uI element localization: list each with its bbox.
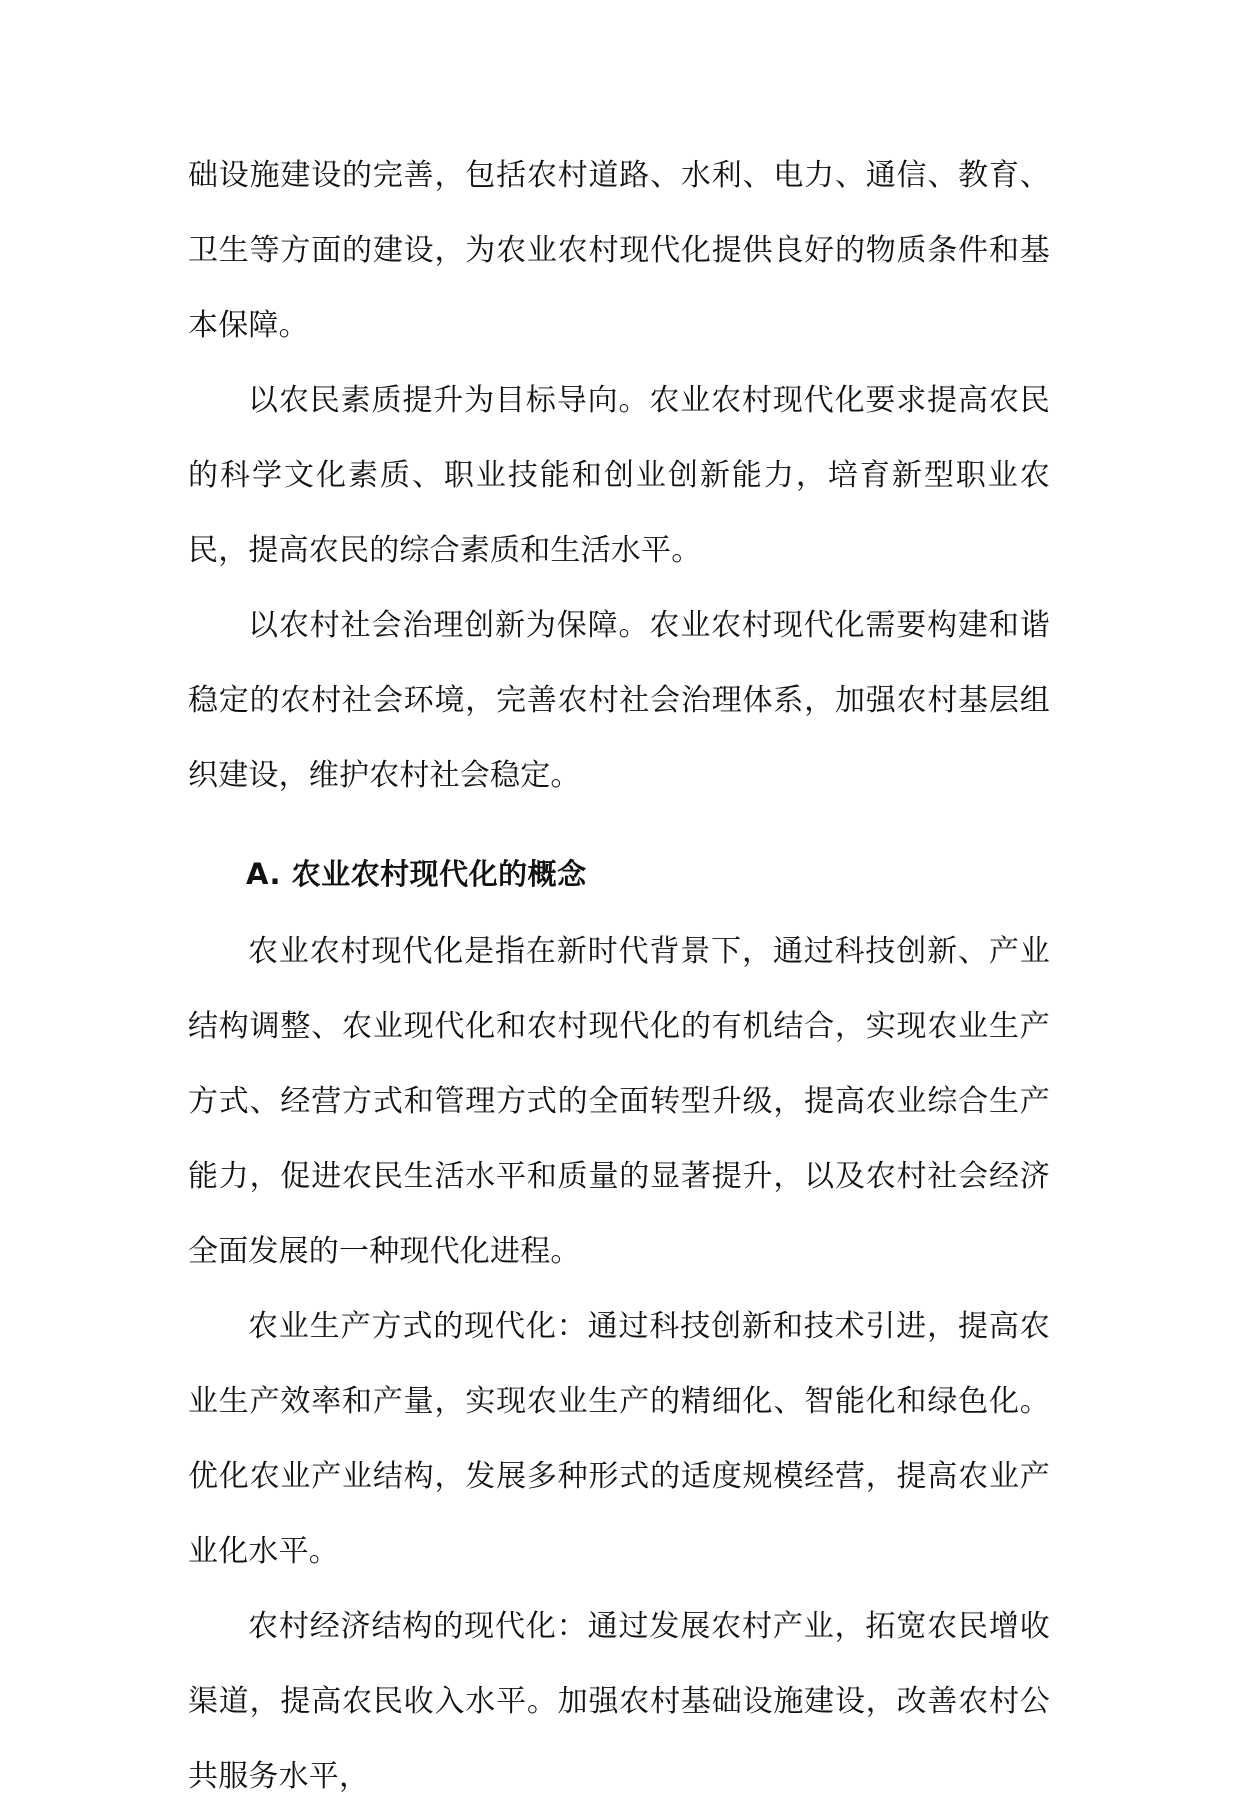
section-heading: A. 农业农村现代化的概念 [246,857,587,891]
paragraph-infrastructure: 础设施建设的完善，包括农村道路、水利、电力、通信、教育、卫生等方面的建设，为农业农村现代化提供良好的物质条件和基本保障。 [188,158,1050,343]
paragraph-production-modernization: 农业生产方式的现代化：通过科技创新和技术引进，提高农业生产效率和产量，实现农业生产的精细化、智能化和绿色化。优化农业产业结构，发展多种形式的适度规模经营，提高农业产业化水平。 [188,1309,1050,1569]
paragraph-farmer-quality: 以农民素质提升为目标导向。农业农村现代化要求提高农民的科学文化素质、职业技能和创业创新能力，培育新型职业农民，提高农民的综合素质和生活水平。 [188,383,1050,568]
paragraph-concept-definition: 农业农村现代化是指在新时代背景下，通过科技创新、产业结构调整、农业现代化和农村现代化的有机结合，实现农业生产方式、经营方式和管理方式的全面转型升级，提高农业综合生产能力，促进农民生活水平和质量的显著提升，以及农村社会经济全面发展的一种现代化进程。 [188,934,1050,1269]
paragraph-social-governance: 以农村社会治理创新为保障。农业农村现代化需要构建和谐稳定的农村社会环境，完善农村社会治理体系，加强农村基层组织建设，维护农村社会稳定。 [188,608,1050,793]
paragraph-economic-structure: 农村经济结构的现代化：通过发展农村产业，拓宽农民增收渠道，提高农民收入水平。加强农村基础设施建设，改善农村公共服务水平， [188,1609,1050,1794]
section-spacing [188,813,1050,837]
document-content [188,138,1050,1814]
